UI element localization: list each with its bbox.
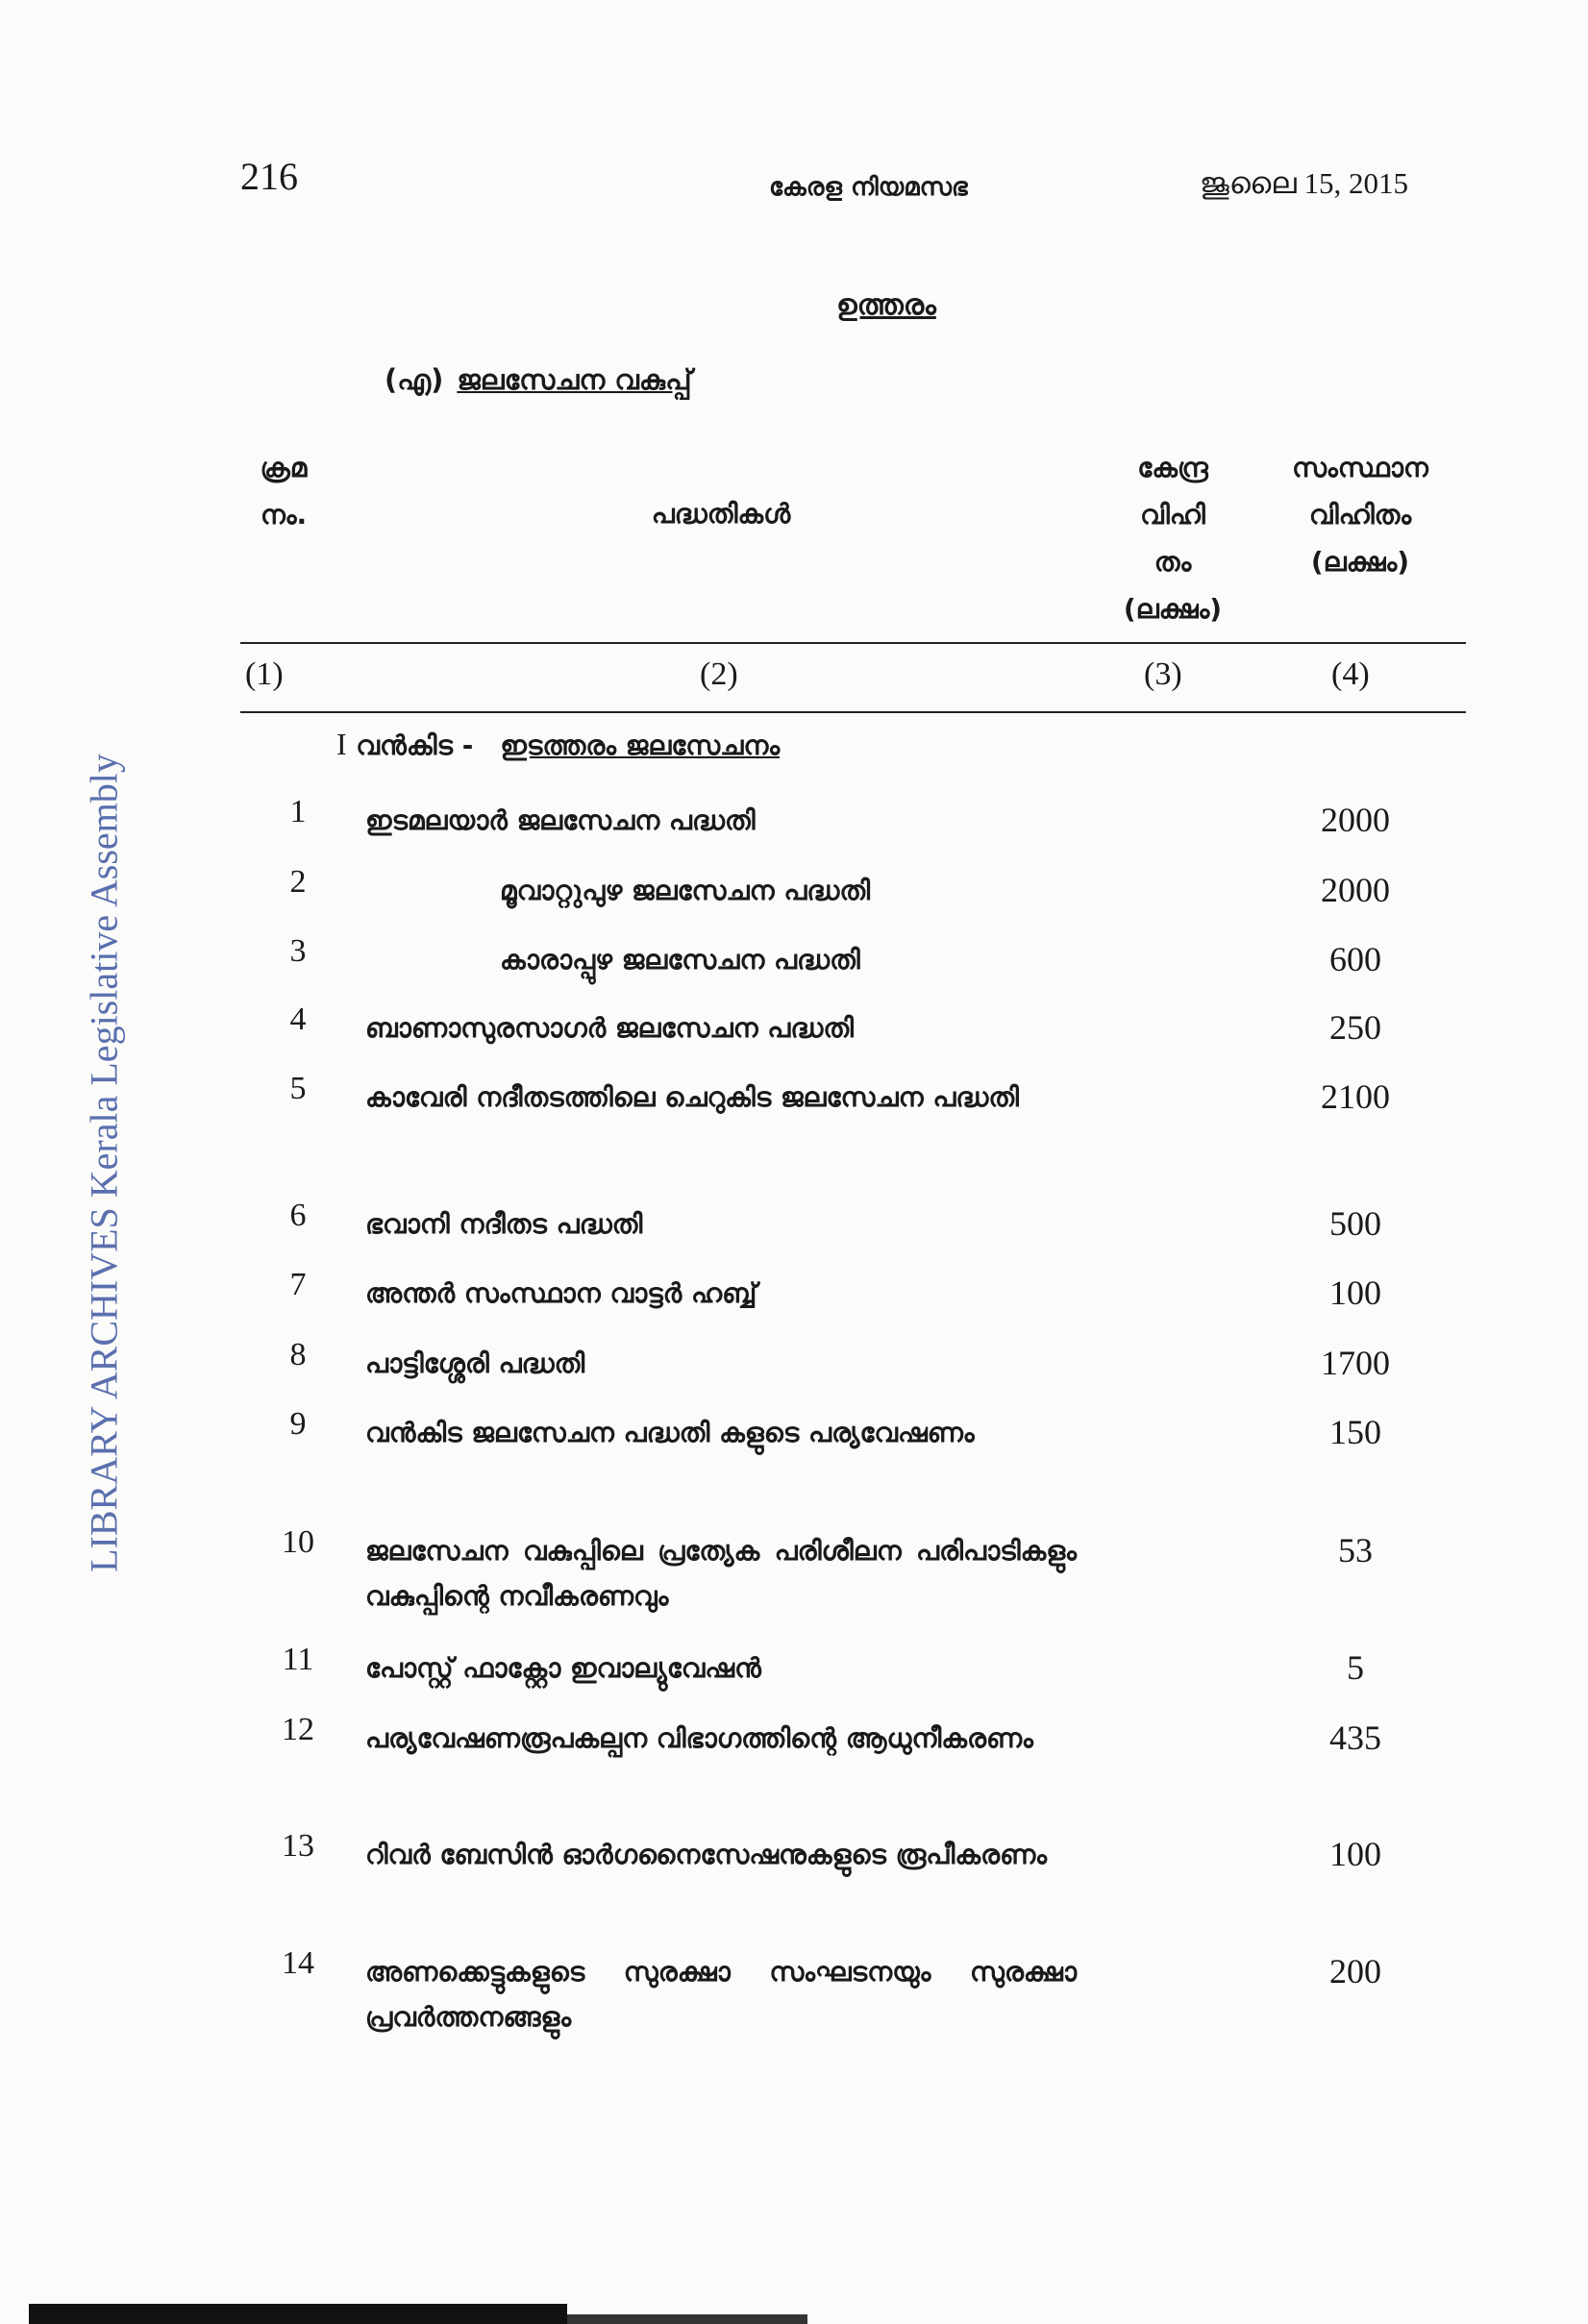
row-scheme: അന്തർ സംസ്ഥാന വാട്ടർ ഹബ്ബ് [365, 1277, 757, 1309]
row-scheme: പോസ്റ്റ് ഫാക്റ്റോ ഇവാല്യുവേഷൻ [365, 1652, 761, 1684]
central-header-line: വിഹി [1140, 499, 1205, 531]
row-number: 11 [282, 1642, 314, 1677]
row-number: 8 [289, 1337, 307, 1372]
row-state-share: 150 [1329, 1413, 1381, 1451]
row-state-share: 250 [1329, 1008, 1381, 1047]
row-state-share: 2000 [1321, 871, 1390, 909]
row-state-share: 500 [1329, 1204, 1381, 1243]
row-state-share: 1700 [1321, 1344, 1390, 1382]
publication-title: കേരള നിയമസഭ [769, 173, 968, 202]
header-rule-top [240, 642, 1466, 644]
page-number: 216 [240, 155, 298, 198]
row-scheme: റിവർ ബേസിൻ ഓർഗനൈസേഷനുകളുടെ രൂപീകരണം [365, 1839, 1047, 1870]
state-share-header [1269, 444, 1452, 585]
row-state-share: 200 [1329, 1952, 1381, 1990]
central-share-header [1096, 444, 1250, 632]
row-number: 4 [289, 1001, 307, 1037]
department-heading [385, 363, 691, 397]
publication-date: ജൂലൈ 15, 2015 [1200, 166, 1408, 200]
row-scheme: പര്യവേഷണരൂപകല്പന വിഭാഗത്തിന്റെ ആധുനീകരണം [365, 1722, 1033, 1754]
row-number: 13 [282, 1828, 314, 1864]
row-number: 14 [282, 1945, 314, 1981]
serial-header [240, 444, 327, 538]
header-rule-bottom [240, 711, 1466, 713]
row-scheme: മൂവാറ്റുപുഴ ജലസേചന പദ്ധതി [500, 875, 871, 906]
column-number-2: (2) [700, 656, 738, 692]
scan-edge-mark [29, 2304, 567, 2324]
section-title: ഇടത്തരം ജലസേചനം [500, 729, 781, 761]
row-state-share: 2100 [1321, 1077, 1390, 1116]
row-scheme: ഇടമലയാർ ജലസേചന പദ്ധതി [365, 804, 756, 836]
department-marker: (എ) [385, 363, 444, 396]
row-number: 3 [289, 933, 307, 969]
department-name: ജലസേചന വകുപ്പ് [457, 363, 692, 396]
row-state-share: 2000 [1321, 801, 1390, 839]
column-number-1: (1) [245, 656, 284, 692]
row-state-share: 600 [1329, 940, 1381, 978]
row-scheme: ഭവാനി നദീതട പദ്ധതി [365, 1208, 643, 1240]
row-state-share: 5 [1347, 1648, 1364, 1687]
central-header-line: തം [1154, 546, 1192, 578]
column-number-3: (3) [1144, 656, 1182, 692]
serial-header-line: ക്രമ [260, 452, 308, 483]
row-number: 9 [289, 1406, 307, 1442]
section-roman: I [336, 727, 347, 761]
row-scheme: ജലസേചന വകുപ്പിലെ പ്രത്യേക പരിശീലന പരിപാടികളും വകുപ്പിന്റെ നവീകരണവും [365, 1535, 1077, 1612]
row-state-share: 100 [1329, 1273, 1381, 1312]
state-header-line: സംസ്ഥാന [1292, 452, 1428, 483]
section-label: വൻകിട - [356, 729, 474, 761]
central-header-line: കേന്ദ്ര [1137, 452, 1208, 483]
row-state-share: 100 [1329, 1835, 1381, 1873]
row-state-share: 53 [1338, 1531, 1373, 1570]
row-number: 5 [289, 1071, 307, 1106]
serial-header-line: നം. [260, 499, 308, 531]
row-number: 1 [289, 794, 307, 829]
answer-heading: ഉത്തരം [836, 288, 936, 322]
row-scheme: അണക്കെട്ടുകളുടെ സുരക്ഷാ സംഘടനയും സുരക്ഷാ പ്രവർത്തനങ്ങളും [365, 1956, 1077, 2033]
archive-watermark: LIBRARY ARCHIVES Kerala Legislative Assembly [82, 754, 126, 1572]
state-header-line: വിഹിതം [1308, 499, 1412, 531]
row-scheme: ബാണാസുരസാഗർ ജലസേചന പദ്ധതി [365, 1012, 854, 1044]
section-heading [336, 727, 780, 762]
column-number-4: (4) [1331, 656, 1370, 692]
row-number: 2 [289, 864, 307, 900]
row-number: 7 [289, 1267, 307, 1302]
row-scheme: കാരാപ്പുഴ ജലസേചന പദ്ധതി [500, 944, 860, 976]
row-number: 10 [282, 1524, 314, 1560]
row-scheme: വൻകിട ജലസേചന പദ്ധതി കളുടെ പര്യവേഷണം [365, 1417, 975, 1448]
row-state-share: 435 [1329, 1718, 1381, 1757]
row-scheme: കാവേരി നദീതടത്തിലെ ചെറുകിട ജലസേചന പദ്ധതി [365, 1081, 1019, 1113]
scan-edge-mark [567, 2314, 807, 2324]
row-number: 6 [289, 1198, 307, 1233]
row-number: 12 [282, 1712, 314, 1747]
state-header-line: (ലക്ഷം) [1310, 546, 1410, 578]
schemes-header: പദ്ധതികൾ [651, 498, 791, 530]
row-scheme: പാട്ടിശ്ശേരി പദ്ധതി [365, 1347, 585, 1379]
central-header-line: (ലക്ഷം) [1123, 593, 1223, 625]
